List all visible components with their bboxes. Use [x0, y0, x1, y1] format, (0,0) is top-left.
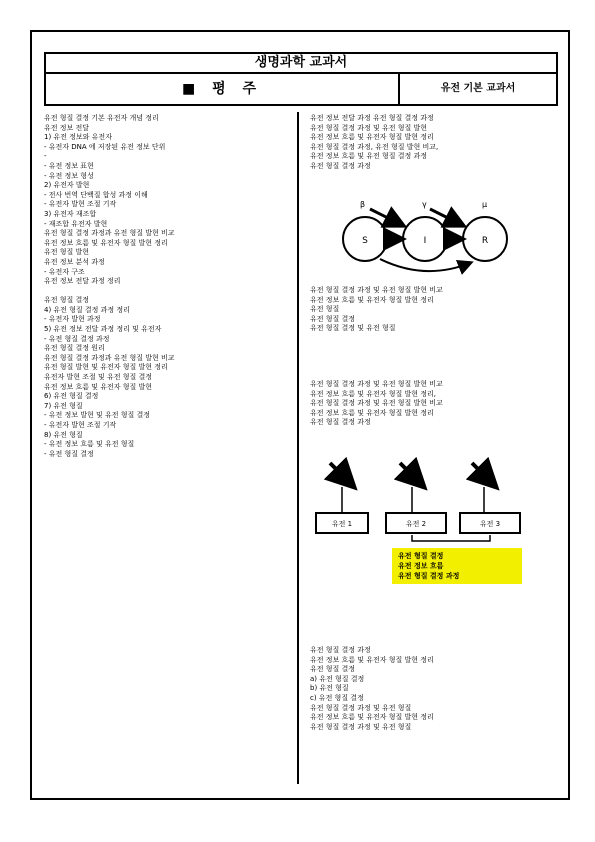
highlight-line: 유전 형질 결정	[398, 552, 444, 560]
left-line: -	[44, 152, 47, 161]
right-line: 유전 정보 흐름 및 유전자 형질 발현 정리,	[310, 389, 436, 398]
left-line: - 유전 형질 결정 과정	[44, 334, 110, 343]
left-line: - 유전자 발현 조절 기작	[44, 200, 117, 209]
left-line: - 유전 정보 흐름 및 유전 형질	[44, 440, 135, 449]
left-line: - 유전자 구조	[44, 267, 85, 276]
left-line: 유전자 발현 조절 및 유전 형질 결정	[44, 373, 153, 382]
author-name: ■ 평 주	[46, 74, 400, 104]
arrow-3	[472, 463, 494, 485]
left-line: - 유전 정보 발현 및 유전 형질 결정	[44, 411, 151, 420]
right-line: 유전 정보 흐름 및 유전자 형질 발현 정리	[310, 408, 434, 417]
left-line: - 유전 정보 형성	[44, 171, 94, 180]
diagram-top-label: μ	[482, 200, 488, 209]
right-block-1	[310, 114, 556, 172]
left-line: 5) 유전 정보 전달 과정 정리 및 유전자	[44, 325, 162, 334]
right-line: 유전 형질 결정 과정 및 유전 형질	[310, 722, 412, 731]
left-line: 유전 정보 흐름 및 유전자 형질 발현 정리	[44, 238, 168, 247]
right-line: 유전 형질 결정 과정	[310, 646, 371, 654]
right-line: 유전 형질	[310, 305, 340, 314]
left-line: 유전 형질 결정 원리	[44, 344, 105, 353]
left-line: 4) 유전 형질 결정 과정 정리	[44, 305, 130, 314]
right-line: 유전 형질 결정 과정 및 유전 형질 발현 비교	[310, 286, 443, 294]
left-line: 유전 정보 전달	[44, 123, 90, 132]
gene-box-diagram	[312, 455, 552, 545]
arrow-1	[330, 463, 352, 485]
left-line: 유전 형질 결정 과정과 유전 형질 발현 비교	[44, 353, 175, 362]
arrow-s-i	[370, 209, 402, 225]
left-line: - 전사 번역 단백질 합성 과정 이해	[44, 190, 148, 199]
gene-box-label: 유전 1	[331, 520, 353, 528]
left-line: 유전 형질 결정 과정과 유전 형질 발현 비교	[44, 229, 175, 238]
right-line: 유전 형질 결정 과정	[310, 418, 371, 427]
right-line: 유전 형질 결정	[310, 314, 356, 323]
right-line: 유전 형질 결정 과정 및 유전 형질 발현 비교	[310, 399, 443, 408]
left-line: 1) 유전 정보와 유전자	[44, 133, 112, 142]
left-line: - 유전 형질 결정	[44, 449, 94, 458]
right-line: 유전 형질 결정 과정 및 유전 형질	[310, 703, 412, 712]
diagram-label-r: R	[481, 236, 489, 246]
right-line: 유전 형질 결정 과정, 유전 형질 발현 비교,	[310, 142, 439, 151]
arrow-2	[400, 463, 422, 485]
arrow-i-r	[430, 209, 462, 225]
left-line: - 유전자 DNA 에 저장된 유전 정보 단위	[44, 142, 166, 151]
left-column	[44, 114, 290, 459]
right-block-3	[310, 380, 556, 428]
right-block-4	[310, 646, 556, 732]
right-line: c) 유전 형질 결정	[310, 693, 364, 702]
right-line: 유전 형질 결정	[310, 665, 356, 674]
gene-box-label: 유전 2	[405, 520, 427, 528]
left-line: 7) 유전 형질	[44, 401, 83, 410]
left-line: 2) 유전자 발현	[44, 181, 90, 190]
right-line: a) 유전 형질 결정	[310, 674, 365, 683]
highlight-note	[392, 548, 522, 584]
right-line: 유전 정보 흐름 및 유전 형질 결정 과정	[310, 152, 428, 161]
column-divider	[297, 112, 299, 784]
right-line: 유전 정보 흐름 및 유전자 형질 발현 정리	[310, 295, 434, 304]
diagram-top-label: γ	[422, 200, 427, 209]
gene-box-label: 유전 3	[479, 520, 501, 528]
diagram-top-label: β	[360, 200, 366, 209]
right-line: 유전 형질 결정 과정	[310, 161, 371, 170]
left-line: 유전 정보 흐름 및 유전자 형질 발현	[44, 382, 153, 391]
left-line: 유전 형질 결정 기본 유전자 개념 정리	[44, 114, 159, 122]
right-line: 유전 형질 결정 과정 및 유전 형질 발현	[310, 123, 428, 132]
right-line: 유전 정보 흐름 및 유전자 형질 발현 정리	[310, 713, 434, 722]
header-info: 유전 기본 교과서	[440, 83, 516, 94]
left-line: 3) 유전자 재조합	[44, 209, 97, 218]
left-line: - 유전 정보 표현	[44, 161, 94, 170]
left-line: 유전 정보 분석 과정	[44, 257, 105, 266]
header-row	[44, 74, 558, 106]
left-line: 유전 형질 발현 및 유전자 형질 발현 정리	[44, 363, 168, 372]
left-line: 6) 유전 형질 결정	[44, 392, 99, 401]
sir-diagram	[330, 195, 530, 285]
diagram-label-s: S	[362, 236, 368, 246]
right-line: 유전 형질 결정 및 유전 형질	[310, 324, 396, 333]
right-line: 유전 정보 흐름 및 유전자 형질 발현 정리	[310, 655, 434, 664]
left-line: 유전 형질 결정	[44, 296, 90, 305]
bracket	[412, 535, 490, 541]
highlight-line: 유전 정보 흐름	[398, 562, 444, 570]
left-line: 8) 유전 형질	[44, 430, 83, 439]
right-block-2	[310, 286, 556, 334]
right-line: b) 유전 형질	[310, 684, 349, 693]
left-line: - 유전자 발현 조절 기작	[44, 421, 117, 429]
left-line: - 재조합 유전자 발현	[44, 219, 108, 228]
left-line	[44, 287, 290, 297]
right-line: 유전 정보 흐름 및 유전자 형질 발현 정리	[310, 133, 434, 142]
left-line: 유전 형질 발현	[44, 248, 90, 257]
highlight-line: 유전 형질 결정 과정	[398, 572, 460, 580]
left-line: 유전 정보 전달 과정 정리	[44, 277, 121, 286]
left-line: - 유전자 발현 과정	[44, 315, 101, 324]
right-line: 유전 형질 결정 과정 및 유전 형질 발현 비교	[310, 380, 443, 388]
right-line: 유전 정보 전달 과정 유전 형질 결정 과정	[310, 114, 434, 122]
diagram-label-i: I	[423, 236, 427, 246]
document-title: 생명과학 교과서	[44, 52, 558, 74]
